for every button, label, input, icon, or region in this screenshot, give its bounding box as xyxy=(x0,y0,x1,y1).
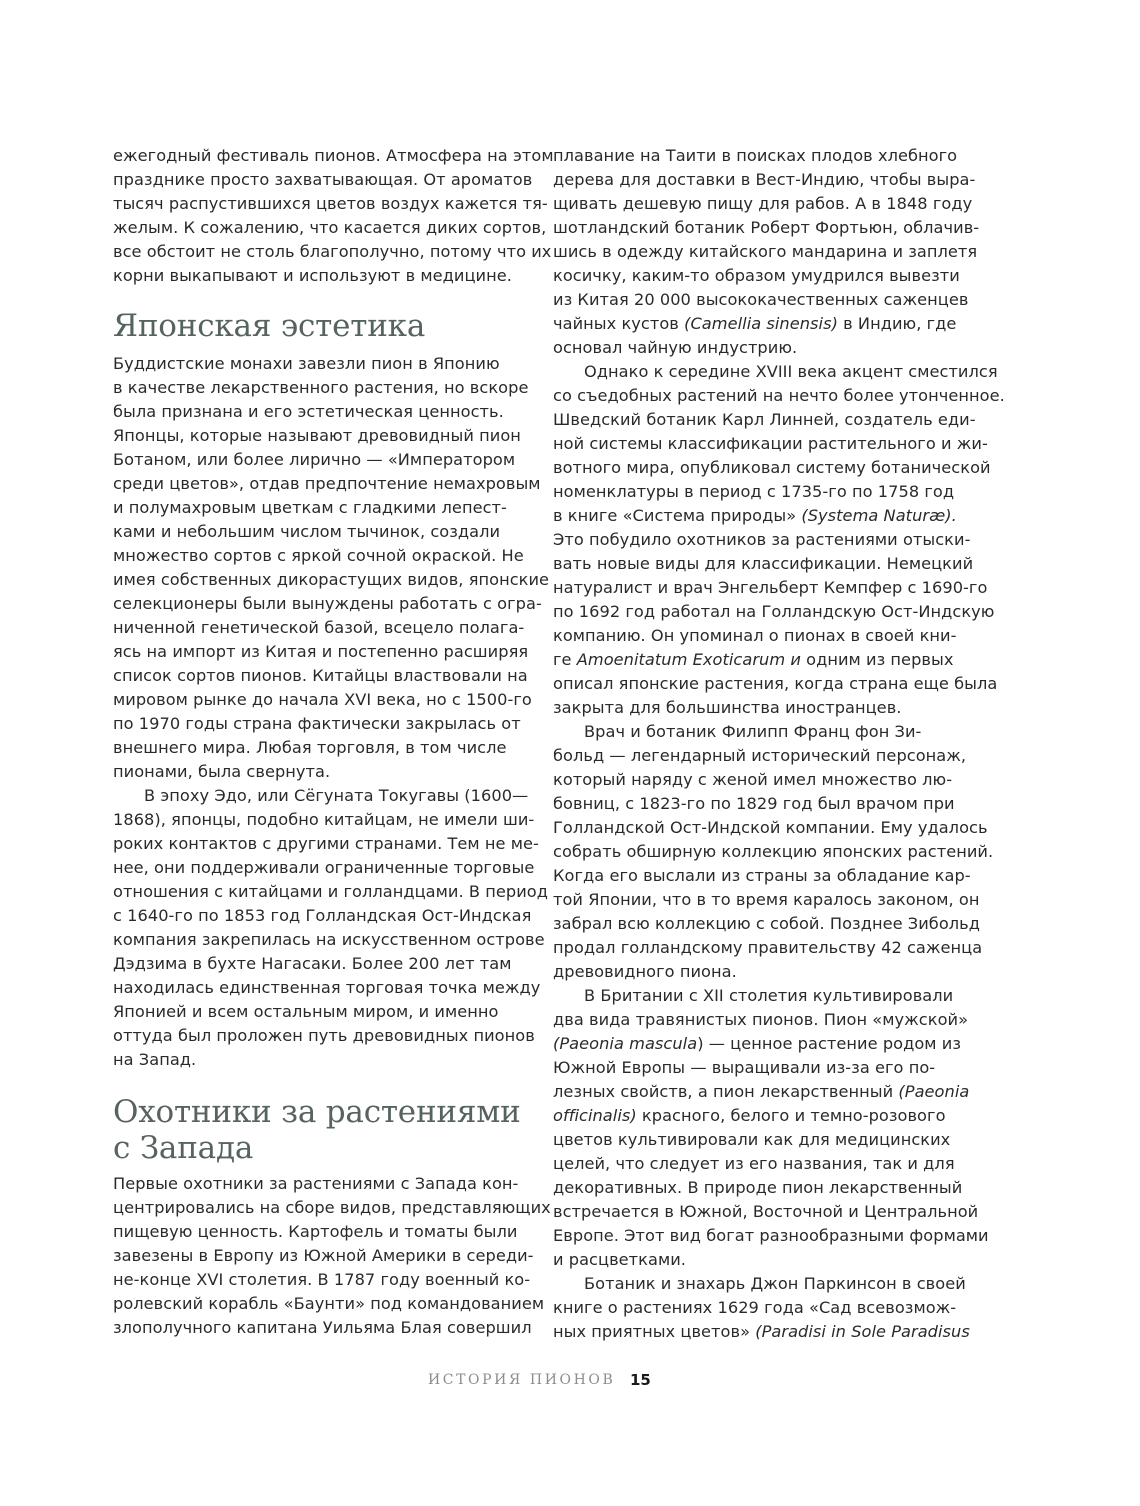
text-line: Дэдзима в бухте Нагасаки. Более 200 лет там xyxy=(113,954,512,973)
text-line: со съедобных растений на нечто более утонченное. xyxy=(553,386,1005,405)
paragraph-bounty-continued xyxy=(553,144,980,360)
text-run: чайных кустов xyxy=(553,314,685,333)
text-line: Ботаник и знахарь Джон Паркинсон в своей xyxy=(584,1274,966,1293)
latin-species-name: (Paeonia mascula xyxy=(553,1034,698,1053)
text-line: древовидного пиона. xyxy=(553,962,737,981)
text-line: по 1692 год работал на Голландскую Ост-Индскую xyxy=(553,602,995,621)
paragraph-first-plant-hunters xyxy=(113,1172,551,1340)
text-run: ) — ценное растение родом из xyxy=(697,1034,961,1053)
text-line: завезены в Европу из Южной Америки в середи- xyxy=(113,1246,534,1265)
text-line: ролевский корабль «Баунти» под командованием xyxy=(113,1294,545,1313)
text-line: корни выкапывают и используют в медицине. xyxy=(113,266,512,285)
text-line xyxy=(553,648,968,672)
heading-text-line: с Запада xyxy=(113,1130,254,1166)
text-line: шотландский ботаник Роберт Фортьюн, облачив- xyxy=(553,218,980,237)
latin-book-title: (Systema Naturæ). xyxy=(801,506,957,525)
right-column xyxy=(553,144,1005,1344)
text-line xyxy=(553,1032,968,1056)
text-line: той Японии, что в то время каралось законом, он xyxy=(553,890,980,909)
text-run: ных приятных цветов» xyxy=(553,1322,756,1341)
text-line: Шведский ботаник Карл Линней, создатель еди- xyxy=(553,410,976,429)
text-line: забрал всю коллекцию с собой. Позднее Зибольд xyxy=(553,914,981,933)
text-line: вать новые виды для классификации. Немецкий xyxy=(553,554,974,573)
text-line: ниченной генетической базой, всецело полага- xyxy=(113,618,525,637)
text-line: ками и небольшим числом тычинок, создали xyxy=(113,522,501,541)
text-line: 1868), японцы, подобно китайцам, не имели ши- xyxy=(113,810,535,829)
text-line: все обстоит не столь благополучно, потому что их xyxy=(113,242,552,261)
text-line: щивать дешевую пищу для рабов. А в 1848 году xyxy=(553,194,973,213)
text-run: лезных свойств, а пион лекарственный xyxy=(553,1082,899,1101)
paragraph-edo-era xyxy=(113,784,548,1072)
heading-text: Японская эстетика xyxy=(113,308,426,344)
text-line: встречается в Южной, Восточной и Центральной xyxy=(553,1202,979,1221)
text-line: плавание на Таити в поисках плодов хлебного xyxy=(553,146,958,165)
text-line: находилась единственная торговая точка между xyxy=(113,978,541,997)
text-line: В Британии с XII столетия культивировали xyxy=(584,986,954,1005)
text-line: отношения с китайцами и голландцами. В период xyxy=(113,882,548,901)
text-line: который наряду с женой имел множество лю- xyxy=(553,770,953,789)
heading-text-line: Охотники за растениями xyxy=(113,1094,521,1130)
text-line xyxy=(553,312,968,336)
text-line: не-конце XVI столетия. В 1787 году военный ко- xyxy=(113,1270,531,1289)
text-line xyxy=(553,504,968,528)
text-line: целей, что следует из его названия, так и для xyxy=(553,1154,955,1173)
text-line: Это побудило охотников за растениями отыски- xyxy=(553,530,971,549)
text-line: тысяч распустившихся цветов воздух кажется тя- xyxy=(113,194,548,213)
text-run: ге xyxy=(553,650,577,669)
text-line: бовниц, с 1823-го по 1829 год был врачом при xyxy=(553,794,955,813)
text-line: имея собственных дикорастущих видов, японские xyxy=(113,570,550,589)
text-line: Однако к середине XVIII века акцент сместился xyxy=(584,362,998,381)
paragraph-linnaeus xyxy=(553,360,1005,720)
running-title: ИСТОРИЯ ПИОНОВ xyxy=(428,1372,616,1388)
paragraph-parkinson xyxy=(553,1272,968,1344)
text-line: в качестве лекарственного растения, но вскоре xyxy=(113,378,529,397)
text-line: дерева для доставки в Вест-Индию, чтобы выра- xyxy=(553,170,976,189)
paragraph-buddhist-monks xyxy=(113,352,550,784)
left-column xyxy=(113,144,554,1340)
text-line: роких контактов с другими странами. Тем не ме- xyxy=(113,834,539,853)
text-line: центрировались на сборе видов, представляющих xyxy=(113,1198,551,1217)
text-line: Когда его выслали из страны за обладание кар- xyxy=(553,866,971,885)
text-line: цветов культивировали как для медицинских xyxy=(553,1130,951,1149)
text-line: номенклатуры в период с 1735-го по 1758 год xyxy=(553,482,955,501)
text-line: список сортов пионов. Китайцы властвовали на xyxy=(113,666,528,685)
latin-species-name: officinalis) xyxy=(553,1106,637,1125)
latin-book-title: (Paradisi in Sole Paradisus xyxy=(755,1322,970,1341)
text-line: продал голландскому правительству 42 саженца xyxy=(553,938,983,957)
text-line: ной системы классификации растительного и жи- xyxy=(553,434,988,453)
page-number: 15 xyxy=(630,1371,651,1389)
text-line: была признана и его эстетическая ценность. xyxy=(113,402,504,421)
text-line: книге о растениях 1629 года «Сад всевозмож- xyxy=(553,1298,957,1317)
text-line: Южной Европы — выращивали из-за его по- xyxy=(553,1058,936,1077)
text-run: красного, белого и темно-розового xyxy=(636,1106,946,1125)
text-line: мировом рынке до начала XVI века, но с 1500-го xyxy=(113,690,532,709)
text-line xyxy=(553,1080,968,1104)
text-line xyxy=(553,1104,968,1128)
text-line: В эпоху Эдо, или Сёгуната Токугавы (1600— xyxy=(144,786,529,805)
text-line: по 1970 годы страна фактически закрылась от xyxy=(113,714,521,733)
text-line: закрыта для большинства иностранцев. xyxy=(553,698,902,717)
text-line: компания закрепилась на искусственном острове xyxy=(113,930,545,949)
text-line: Первые охотники за растениями с Запада кон- xyxy=(113,1174,519,1193)
text-line: среди цветов», отдав предпочтение немахровым xyxy=(113,474,541,493)
latin-species-name: (Paeonia xyxy=(898,1082,970,1101)
section-heading-plant-hunters xyxy=(113,1094,533,1166)
text-line: на Запад. xyxy=(113,1050,197,1069)
page-footer xyxy=(0,1370,1140,1394)
text-line: нее, они поддерживали ограниченные торговые xyxy=(113,858,535,877)
text-line: Японцы, которые называют древовидный пион xyxy=(113,426,521,445)
text-line: из Китая 20 000 высококачественных саженцев xyxy=(553,290,969,309)
text-line: внешнего мира. Любая торговля, в том числе xyxy=(113,738,507,757)
text-line: натуралист и врач Энгельберт Кемпфер с 1690-го xyxy=(553,578,988,597)
text-line: оттуда был проложен путь древовидных пионов xyxy=(113,1026,535,1045)
paragraph-britain xyxy=(553,984,989,1272)
text-line: Голландской Ост-Индской компании. Ему удалось xyxy=(553,818,988,837)
text-line: Буддистские монахи завезли пион в Японию xyxy=(113,354,500,373)
text-line: празднике просто захватывающая. От ароматов xyxy=(113,170,533,189)
text-line xyxy=(553,1320,968,1344)
text-line: косичку, каким-то образом умудрился вывезти xyxy=(553,266,960,285)
text-run: в Индию, где xyxy=(837,314,957,333)
text-line: Ботаном, или более лирично — «Императором xyxy=(113,450,516,469)
text-line: шись в одежду китайского мандарина и заплетя xyxy=(553,242,978,261)
paragraph-siebold xyxy=(553,720,994,984)
text-line: желым. К сожалению, что касается диких сортов, xyxy=(113,218,547,237)
text-line: декоративных. В природе пион лекарственный xyxy=(553,1178,963,1197)
latin-book-title: Amoenitatum Exoticarum и xyxy=(576,650,801,669)
intro-paragraph xyxy=(113,144,554,288)
text-line: Врач и ботаник Филипп Франц фон Зи- xyxy=(584,722,922,741)
text-line: множество сортов с яркой сочной окраской. Не xyxy=(113,546,524,565)
text-line: пионами, была свернута. xyxy=(113,762,331,781)
text-line: больд — легендарный исторический персонаж, xyxy=(553,746,967,765)
text-line: два вида травянистых пионов. Пион «мужской» xyxy=(553,1010,969,1029)
section-heading-japanese-aesthetics xyxy=(113,308,533,344)
latin-species-name: (Camellia sinensis) xyxy=(684,314,838,333)
text-line: злополучного капитана Уильяма Блая совершил xyxy=(113,1318,532,1337)
text-line: описал японские растения, когда страна еще была xyxy=(553,674,998,693)
text-line: Японией и всем остальным миром, и именно xyxy=(113,1002,499,1021)
text-line: и расцветками. xyxy=(553,1250,686,1269)
text-line: ежегодный фестиваль пионов. Атмосфера на этом xyxy=(113,146,554,165)
text-line: с 1640-го по 1853 год Голландская Ост-Индская xyxy=(113,906,532,925)
text-line: селекционеры были вынуждены работать с огра- xyxy=(113,594,542,613)
text-line: и полумахровым цветкам с гладкими лепест- xyxy=(113,498,507,517)
text-line: основал чайную индустрию. xyxy=(553,338,798,357)
text-line: собрать обширную коллекцию японских растений. xyxy=(553,842,994,861)
text-line: компанию. Он упоминал о пионах в своей кни- xyxy=(553,626,957,645)
text-run: в книге «Система природы» xyxy=(553,506,802,525)
text-line: Европе. Этот вид богат разнообразными формами xyxy=(553,1226,989,1245)
text-line: вотного мира, опубликовал систему ботанической xyxy=(553,458,991,477)
text-line: пищевую ценность. Картофель и томаты были xyxy=(113,1222,518,1241)
text-run: одним из первых xyxy=(800,650,954,669)
text-line: ясь на импорт из Китая и постепенно расширяя xyxy=(113,642,529,661)
